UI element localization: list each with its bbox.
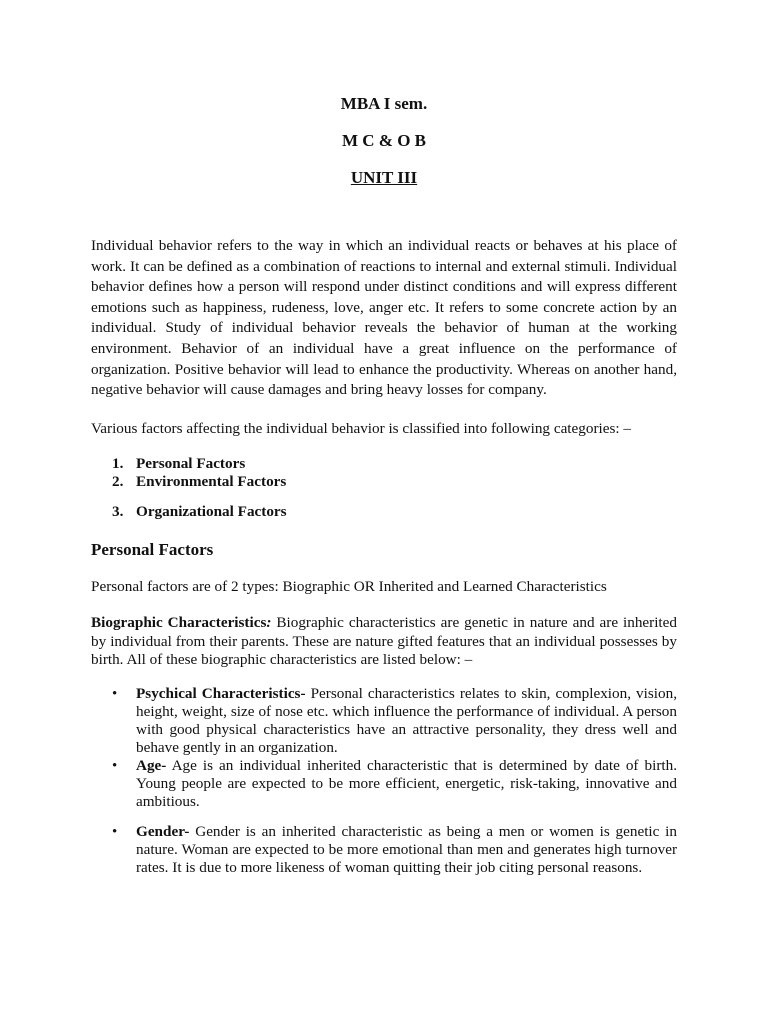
item-text: Gender is an inherited characteristic as being a men or women is genetic in nature. Woman are expected to be more emotional than men and generates high turnover rates. It is due to more likeness of woman quitting their job citing personal reasons. (136, 823, 677, 876)
item-term: Age- (136, 757, 167, 774)
subject-title: M C & O B (341, 131, 427, 150)
factor-number: 3. (112, 503, 124, 520)
biographic-text: Biographic characteristics are genetic in nature and are inherited by individual from their parents. These are nature gifted features that an individual possesses by birth. All of these biographic characteristics are listed below: – (91, 614, 677, 668)
item-text: Personal characteristics relates to skin, complexion, vision, height, weight, size of nose etc. which influence the performance of individual. A person with good physical characteristics have an attractive personality, they dress well and behave gently in an organization. (136, 685, 677, 756)
course-title: MBA I sem. (340, 94, 428, 113)
list-item (112, 757, 677, 811)
section-heading: Personal Factors (91, 540, 214, 559)
factor-label: Personal Factors (136, 455, 246, 472)
biographic-colon: : (266, 614, 272, 631)
factor-item (112, 503, 287, 521)
biographic-paragraph (91, 614, 677, 670)
item-term: Psychical Characteristics- (136, 685, 306, 702)
factor-item (112, 473, 286, 491)
factor-number: 1. (112, 455, 124, 472)
item-text: Age is an individual inherited characteristic that is determined by date of birth. Young people are expected to be more efficient, energetic, risk-taking, innovative and ambitious. (136, 757, 677, 810)
bullet-icon: • (112, 824, 118, 840)
bullet-icon: • (112, 686, 118, 702)
intro-paragraph: Individual behavior refers to the way in which an individual reacts or behaves at his place of work. It can be defined as a combination of reactions to internal and external stimuli. Individual behavior defines how a person will respond under distinct conditions and will express different emotions such as happiness, rudeness, love, anger etc. It refers to some concrete action by an individual. Study of individual behavior reveals the behavior of human at the working environment. Behavior of an individual have a great influence on the performance of organization. Positive behavior will lead to enhance the productivity. Whereas on another hand, negative behavior will cause damages and bring heavy losses for company. (91, 237, 677, 399)
factor-label: Organizational Factors (136, 503, 287, 520)
factors-intro: Various factors affecting the individual behavior is classified into following categories: – (91, 420, 631, 437)
unit-title-text: UNIT III (350, 168, 418, 187)
bullet-icon: • (112, 758, 118, 774)
factor-item (112, 455, 245, 473)
types-text: Personal factors are of 2 types: Biographic OR Inherited and Learned Characteristics (91, 578, 607, 595)
factor-label: Environmental Factors (136, 473, 287, 490)
item-term: Gender- (136, 823, 190, 840)
factor-number: 2. (112, 473, 124, 490)
list-item (112, 685, 677, 757)
list-item (112, 823, 677, 877)
unit-title (0, 168, 768, 188)
biographic-term: Biographic Characteristics (91, 614, 267, 631)
